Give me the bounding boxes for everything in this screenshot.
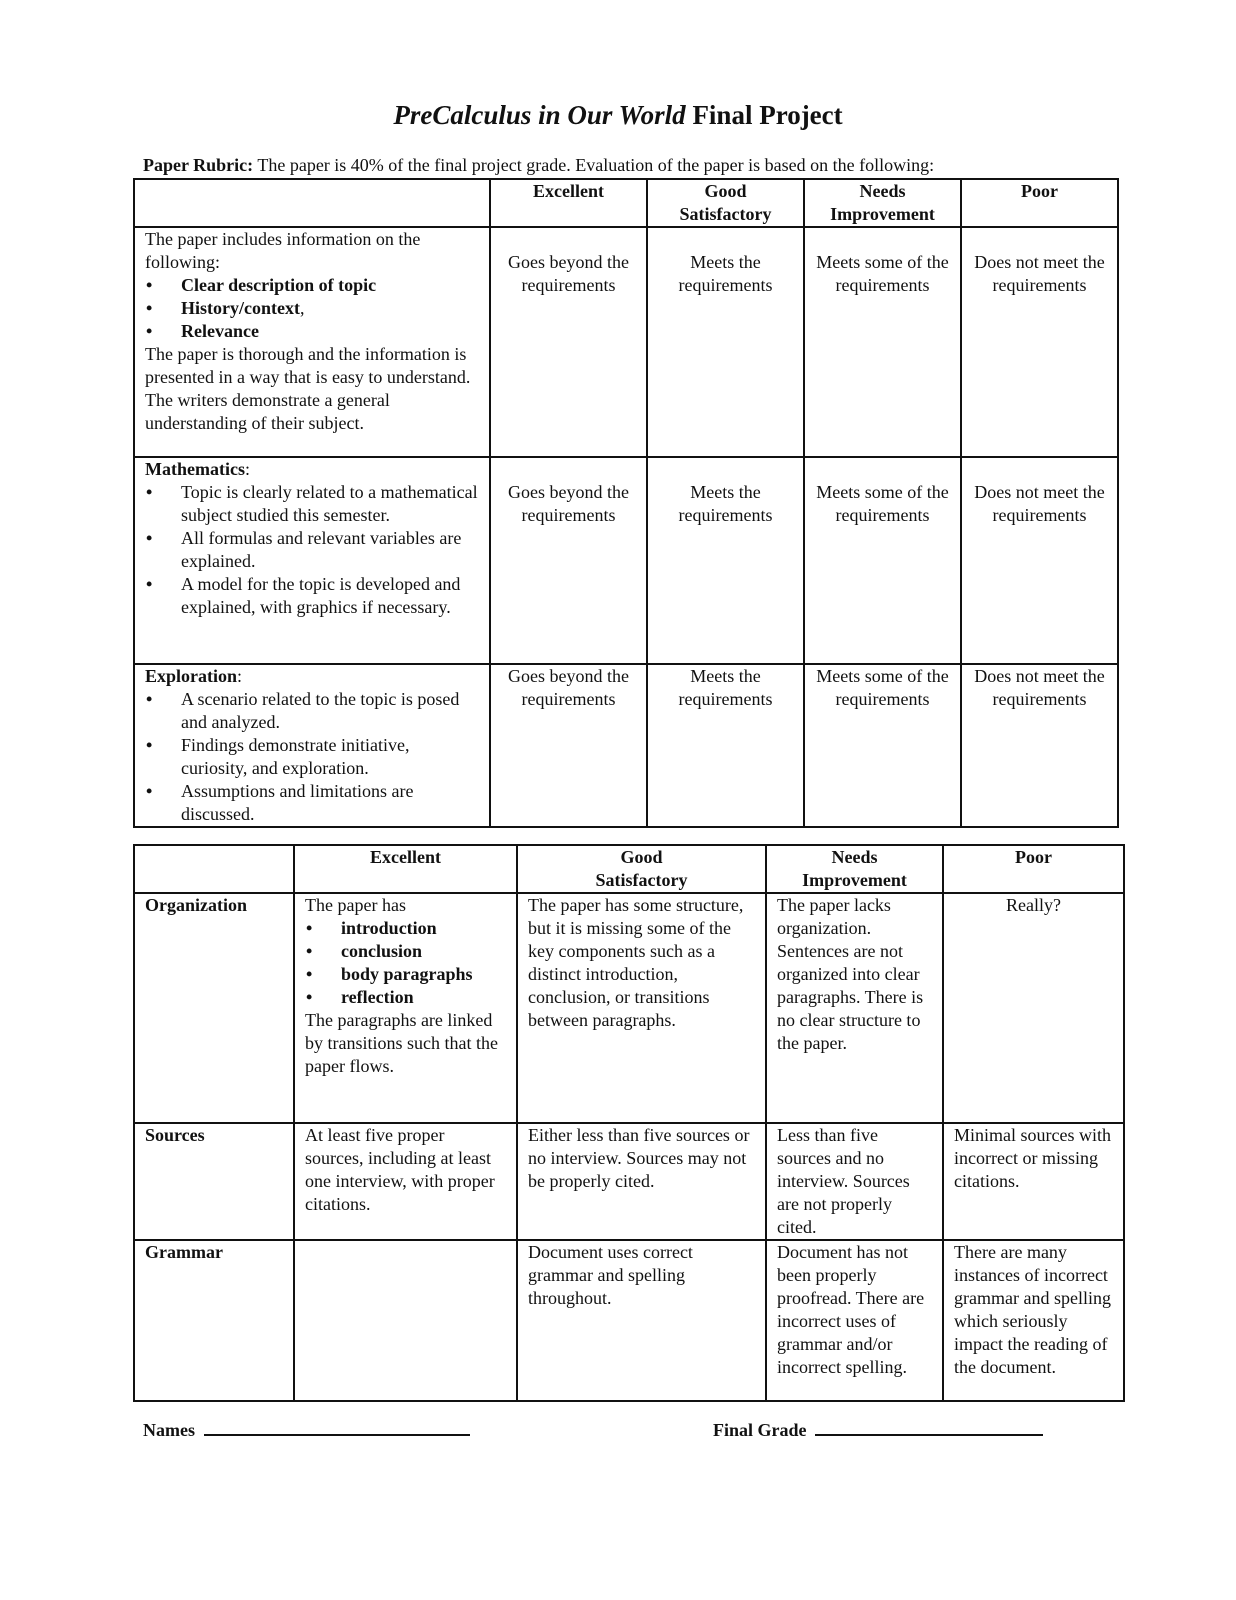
header-blank [134, 845, 294, 893]
row-label-sources: Sources [134, 1123, 294, 1240]
cell-poor: There are many instances of incorrect grammar and spelling which seriously impact the reading of the document. [943, 1240, 1124, 1401]
criteria-trail: The paper is thorough and the information is presented in a way that is easy to understand. The writers demonstrate a general understanding of their subject. [145, 344, 471, 433]
list-item: • body paragraphs [305, 963, 506, 986]
header-row [134, 845, 1124, 893]
table-row [134, 893, 1124, 1123]
cell-good: Meets the requirements [647, 227, 804, 457]
list-item: • Assumptions and limitations are discussed. [145, 780, 479, 826]
paper-rubric-table [133, 178, 1119, 828]
criteria-content [134, 227, 490, 457]
row-label-organization: Organization [134, 893, 294, 1123]
list-item: • reflection [305, 986, 506, 1009]
cell-needs: Meets some of the requirements [804, 664, 961, 827]
names-line[interactable] [204, 1418, 470, 1436]
list-item: • introduction [305, 917, 506, 940]
list-item: • Clear description of topic [145, 274, 479, 297]
cell-poor: Does not meet the requirements [961, 227, 1118, 457]
names-field [143, 1418, 470, 1442]
cell-poor: Does not meet the requirements [961, 664, 1118, 827]
criteria-title: Exploration [145, 666, 238, 686]
list-item: • Topic is clearly related to a mathematical subject studied this semester. [145, 481, 479, 527]
intro-label: Paper Rubric: [143, 155, 254, 175]
cell-excellent: Goes beyond the requirements [490, 457, 647, 664]
list-item: • History/context, [145, 297, 479, 320]
organization-rubric-table [133, 844, 1125, 1402]
cell-excellent: Goes beyond the requirements [490, 664, 647, 827]
header-needs: Needs Improvement [766, 845, 943, 893]
cell-poor: Really? [943, 893, 1124, 1123]
criteria-title: Mathematics [145, 459, 245, 479]
cell-needs: Document has not been properly proofread. There are incorrect uses of grammar and/or incorrect spelling. [766, 1240, 943, 1401]
cell-excellent [294, 1240, 517, 1401]
header-excellent: Excellent [490, 179, 647, 227]
list-item: • All formulas and relevant variables are explained. [145, 527, 479, 573]
header-good: Good Satisfactory [517, 845, 766, 893]
cell-good: The paper has some structure, but it is missing some of the key components such as a distinct introduction, conclusion, or transitions between paragraphs. [517, 893, 766, 1123]
criteria-bullets [145, 481, 479, 619]
cell-needs: Meets some of the requirements [804, 457, 961, 664]
organization-bullets [305, 917, 506, 1009]
table-row [134, 664, 1118, 827]
header-good: Good Satisfactory [647, 179, 804, 227]
cell-good: Either less than five sources or no interview. Sources may not be properly cited. [517, 1123, 766, 1240]
list-item: • A model for the topic is developed and explained, with graphics if necessary. [145, 573, 479, 619]
list-item: • Findings demonstrate initiative, curiosity, and exploration. [145, 734, 479, 780]
criteria-lead: The paper includes information on the following: [145, 229, 421, 272]
criteria-bullets [145, 274, 479, 343]
table-row [134, 1240, 1124, 1401]
cell-good: Meets the requirements [647, 664, 804, 827]
header-row [134, 179, 1118, 227]
cell-excellent: The paper has • introduction • conclusion • body paragraphs • reflection The paragraphs are linked by transitions such that the paper flows. [294, 893, 517, 1123]
names-label: Names [143, 1420, 195, 1440]
table-row [134, 1123, 1124, 1240]
title-rest: Final Project [692, 100, 843, 130]
criteria-mathematics: Mathematics: • Topic is clearly related to a mathematical subject studied this semester. • All formulas and relevant variables are explained. • A model for the topic is developed and explained, with graphics if necessary. [134, 457, 490, 664]
cell-needs: Meets some of the requirements [804, 227, 961, 457]
final-grade-label: Final Grade [713, 1420, 807, 1440]
cell-excellent: Goes beyond the requirements [490, 227, 647, 457]
criteria-bullets [145, 688, 479, 826]
cell-needs: Less than five sources and no interview. Sources are not properly cited. [766, 1123, 943, 1240]
list-item: • conclusion [305, 940, 506, 963]
cell-poor: Minimal sources with incorrect or missing citations. [943, 1123, 1124, 1240]
header-needs: Needs Improvement [804, 179, 961, 227]
table-row [134, 457, 1118, 664]
row-label-grammar: Grammar [134, 1240, 294, 1401]
header-blank [134, 179, 490, 227]
intro-text: The paper is 40% of the final project grade. Evaluation of the paper is based on the following: [257, 155, 935, 175]
cell-good: Document uses correct grammar and spelling throughout. [517, 1240, 766, 1401]
cell-poor: Does not meet the requirements [961, 457, 1118, 664]
criteria-exploration: Exploration: • A scenario related to the topic is posed and analyzed. • Findings demonstrate initiative, curiosity, and exploration. • Assumptions and limitations are discussed. [134, 664, 490, 827]
list-item: • A scenario related to the topic is posed and analyzed. [145, 688, 479, 734]
final-grade-line[interactable] [815, 1418, 1043, 1436]
header-excellent: Excellent [294, 845, 517, 893]
cell-good: Meets the requirements [647, 457, 804, 664]
rubric-intro [143, 154, 1103, 177]
final-grade-field [713, 1418, 1043, 1442]
list-item: • Relevance [145, 320, 479, 343]
cell-excellent: At least five proper sources, including at least one interview, with proper citations. [294, 1123, 517, 1240]
cell-needs: The paper lacks organization. Sentences are not organized into clear paragraphs. There is no clear structure to the paper. [766, 893, 943, 1123]
title-italic: PreCalculus in Our World [393, 100, 686, 130]
header-poor: Poor [943, 845, 1124, 893]
page-title [0, 98, 1236, 132]
header-poor: Poor [961, 179, 1118, 227]
table-row [134, 227, 1118, 457]
